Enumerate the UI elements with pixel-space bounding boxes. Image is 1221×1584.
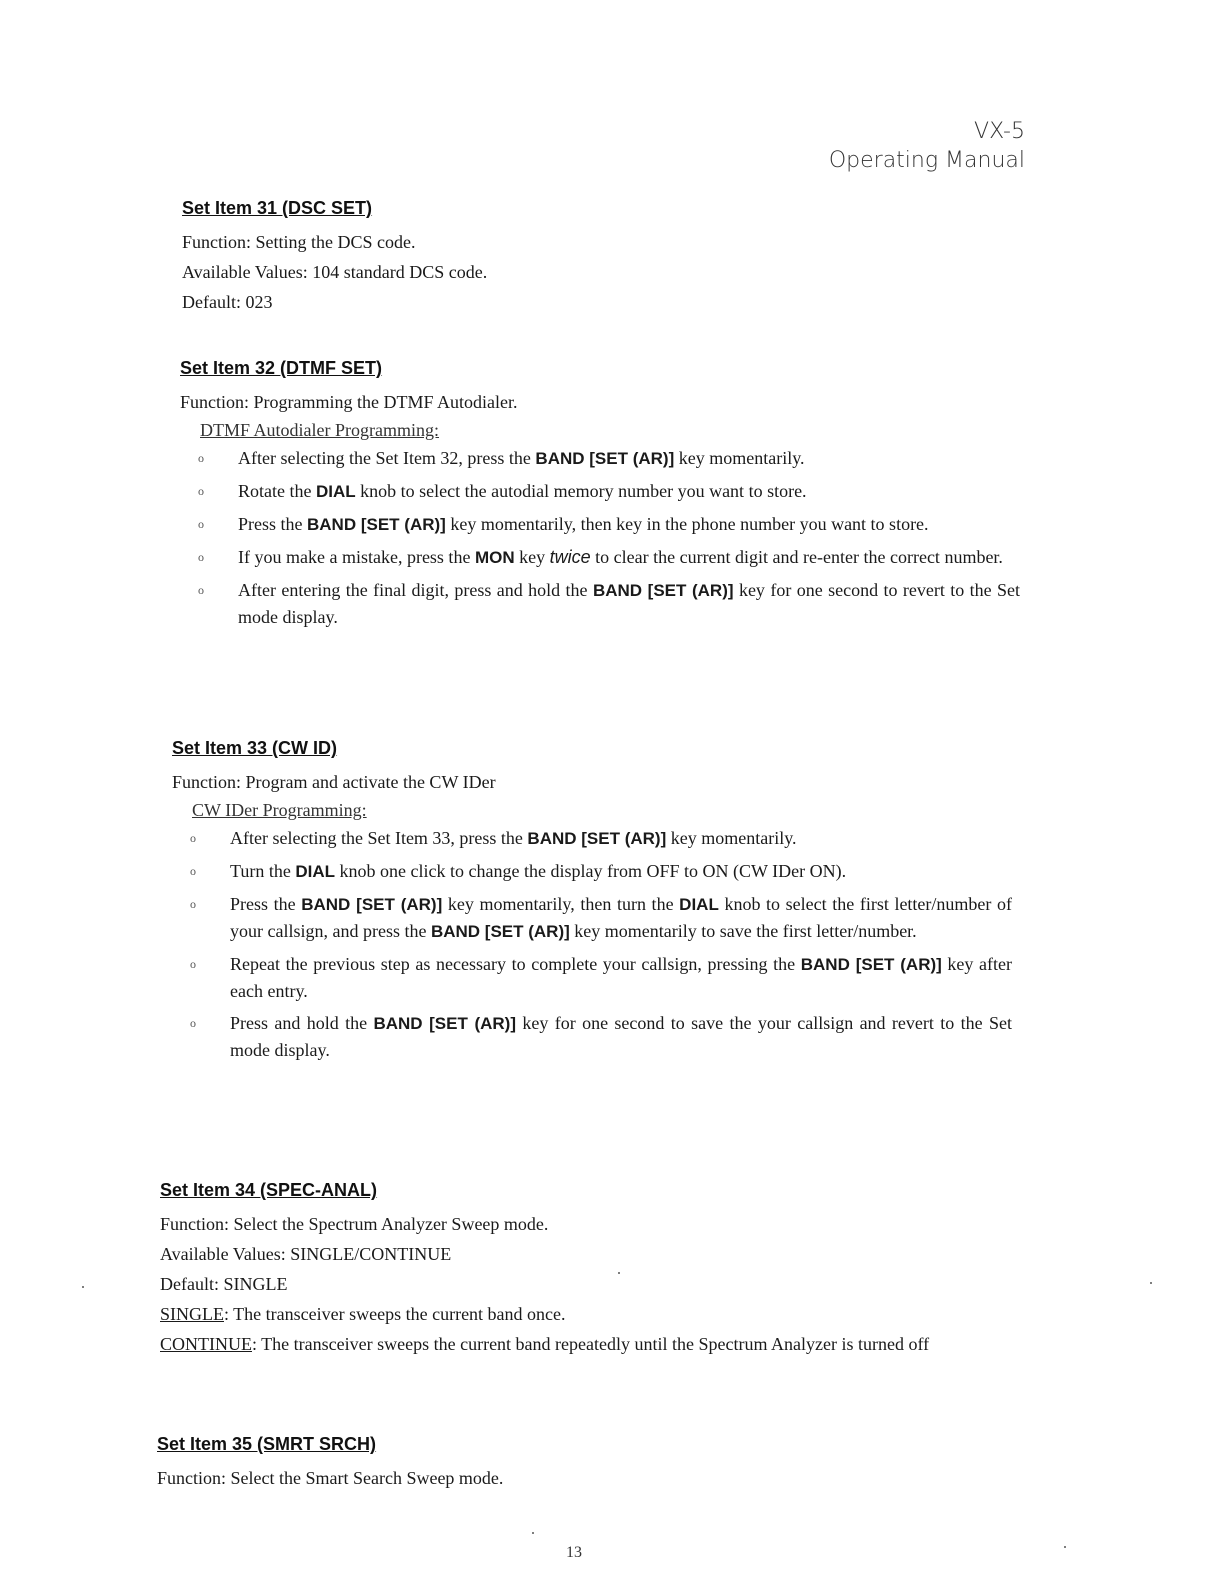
- set-item-33-heading: Set Item 33 (CW ID): [172, 738, 338, 758]
- scan-speck: [1064, 1546, 1066, 1548]
- manual-title: Operating Manual: [828, 148, 1025, 173]
- set-item-34-heading: Set Item 34 (SPEC-ANAL): [160, 1180, 378, 1200]
- set-item-31-heading: Set Item 31 (DSC SET): [182, 198, 373, 218]
- set-item-32-heading: Set Item 32 (DTMF SET): [180, 358, 383, 378]
- model-name: VX-5: [974, 119, 1025, 144]
- band-set-ar-key-label: BAND [SET (AR)]: [430, 922, 570, 941]
- single-definition: SINGLE: The transceiver sweeps the current band once.: [160, 1304, 566, 1324]
- list-item: o Turn the DIAL knob one click to change the display from OFF to ON (CW IDer ON).: [172, 858, 1012, 885]
- set-item-31-values: Available Values: 104 standard DCS code.: [182, 262, 488, 282]
- band-set-ar-key-label: BAND [SET (AR)]: [307, 515, 446, 534]
- set-item-31: [182, 198, 1022, 317]
- bullet-icon: o: [190, 1016, 196, 1030]
- set-item-35-heading: Set Item 35 (SMRT SRCH): [157, 1434, 377, 1454]
- band-set-ar-key-label: BAND [SET (AR)]: [592, 581, 734, 600]
- scan-speck: [82, 1286, 84, 1288]
- band-set-ar-key-label: BAND [SET (AR)]: [800, 955, 942, 974]
- band-set-ar-key-label: BAND [SET (AR)]: [527, 829, 667, 848]
- list-item: o Press and hold the BAND [SET (AR)] key for one second to save the your callsign and revert to the Set mode display.: [172, 1010, 1012, 1063]
- scan-speck: [532, 1532, 534, 1534]
- bullet-icon: o: [198, 550, 204, 564]
- band-set-ar-key-label: BAND [SET (AR)]: [373, 1014, 516, 1033]
- bullet-icon: o: [190, 831, 196, 845]
- bullet-icon: o: [198, 451, 204, 465]
- mon-key-label: MON: [474, 548, 515, 567]
- set-item-35-function: Function: Select the Smart Search Sweep mode.: [157, 1468, 504, 1488]
- set-item-34: [160, 1180, 1000, 1359]
- emphasis-twice: twice: [549, 547, 591, 567]
- continue-definition: CONTINUE: The transceiver sweeps the current band repeatedly until the Spectrum Analyzer is turned off: [160, 1334, 930, 1354]
- set-item-34-values: Available Values: SINGLE/CONTINUE: [160, 1244, 452, 1264]
- continue-term: CONTINUE: [160, 1334, 252, 1354]
- band-set-ar-key-label: BAND [SET (AR)]: [301, 895, 443, 914]
- single-term: SINGLE: [160, 1304, 224, 1324]
- set-item-35: [157, 1434, 997, 1493]
- set-item-33-function: Function: Program and activate the CW IDer: [172, 772, 496, 792]
- cw-ider-steps-list: [172, 825, 1012, 1063]
- list-item: o After selecting the Set Item 32, press the BAND [SET (AR)] key momentarily.: [180, 445, 1020, 472]
- list-item: o After selecting the Set Item 33, press the BAND [SET (AR)] key momentarily.: [172, 825, 1012, 852]
- bullet-icon: o: [198, 517, 204, 531]
- list-item: o Rotate the DIAL knob to select the autodial memory number you want to store.: [180, 478, 1020, 505]
- band-set-ar-key-label: BAND [SET (AR)]: [535, 449, 675, 468]
- set-item-34-function: Function: Select the Spectrum Analyzer Sweep mode.: [160, 1214, 549, 1234]
- set-item-31-function: Function: Setting the DCS code.: [182, 232, 416, 252]
- bullet-icon: o: [190, 897, 196, 911]
- list-item: o After entering the final digit, press and hold the BAND [SET (AR)] key for one second to revert to the Set mode display.: [180, 577, 1020, 630]
- bullet-icon: o: [198, 484, 204, 498]
- dtmf-programming-subheading: DTMF Autodialer Programming:: [200, 420, 439, 440]
- dial-key-label: DIAL: [679, 895, 719, 914]
- set-item-31-default: Default: 023: [182, 292, 273, 312]
- scan-speck: [1150, 1282, 1152, 1284]
- set-item-33: [172, 738, 1012, 1069]
- list-item: o Repeat the previous step as necessary to complete your callsign, pressing the BAND [SET (AR)] key after each entry.: [172, 951, 1012, 1004]
- dial-key-label: DIAL: [315, 482, 356, 501]
- cw-ider-programming-subheading: CW IDer Programming:: [192, 800, 367, 820]
- bullet-icon: o: [198, 583, 204, 597]
- set-item-34-default: Default: SINGLE: [160, 1274, 288, 1294]
- bullet-icon: o: [190, 957, 196, 971]
- page-number: 13: [566, 1544, 582, 1561]
- set-item-32-function: Function: Programming the DTMF Autodialer.: [180, 392, 518, 412]
- list-item: o Press the BAND [SET (AR)] key momentarily, then turn the DIAL knob to select the first letter/number of your callsign, and press the BAND [SET (AR)] key momentarily to save the first letter/number.: [172, 891, 1012, 945]
- set-item-32: [180, 358, 1020, 636]
- dial-key-label: DIAL: [295, 862, 336, 881]
- document-header: [829, 118, 1025, 176]
- list-item: o If you make a mistake, press the MON key twice to clear the current digit and re-enter the correct number.: [180, 544, 1020, 571]
- list-item: o Press the BAND [SET (AR)] key momentarily, then key in the phone number you want to store.: [180, 511, 1020, 538]
- dtmf-steps-list: [180, 445, 1020, 630]
- scan-speck: [618, 1272, 620, 1274]
- bullet-icon: o: [190, 864, 196, 878]
